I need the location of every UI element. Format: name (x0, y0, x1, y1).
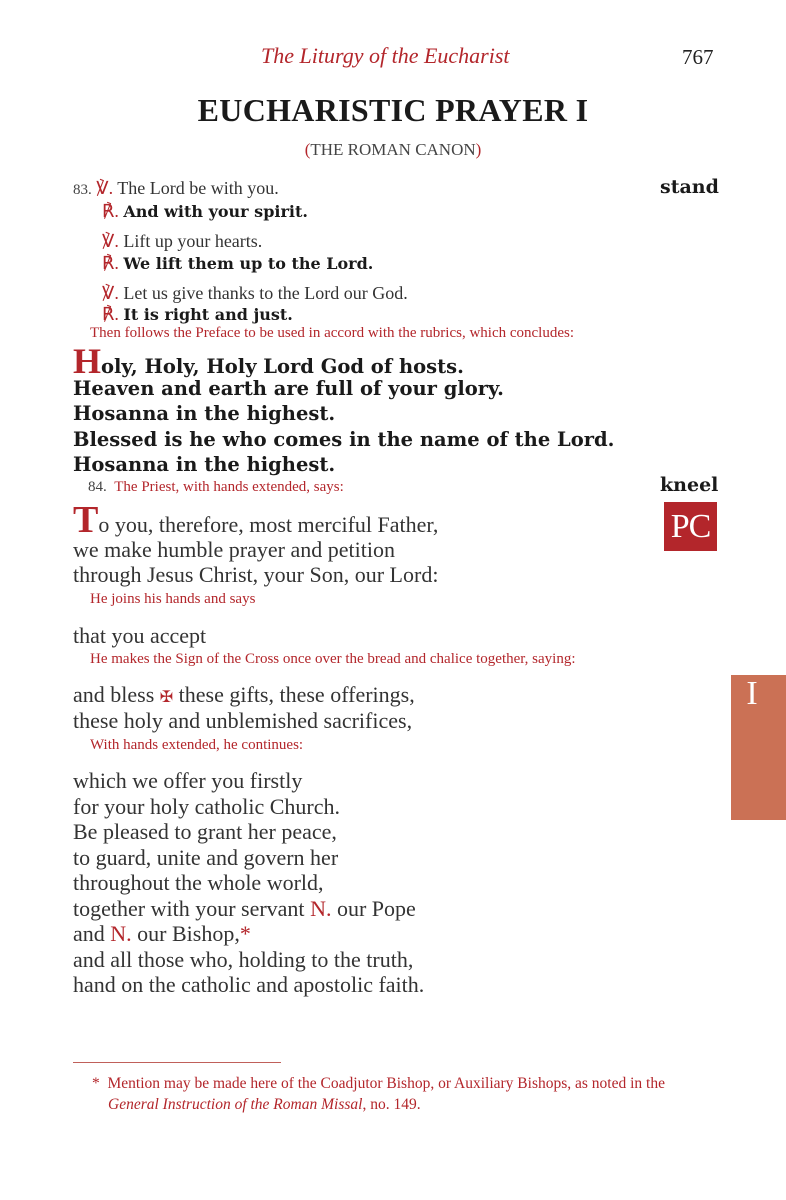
sanctus-first-line: oly, Holy, Holy Lord God of hosts. (101, 355, 464, 378)
section-84-rubric-line (88, 479, 344, 496)
posture-stand: stand (660, 176, 719, 198)
sign-of-cross-icon: ✠ (159, 689, 174, 706)
rubric-sign-of-cross: He makes the Sign of the Cross once over the bread and chalice together, saying: (90, 651, 576, 667)
footnote-book-title: General Instruction of the Roman Missal (108, 1096, 363, 1113)
footnote-reference: , no. 149. (362, 1096, 421, 1113)
subtitle-text: THE ROMAN CANON (310, 140, 476, 159)
pope-before: together with your servant (73, 896, 305, 921)
response-symbol: ℟. (102, 253, 119, 273)
dialogue-v3 (102, 282, 408, 304)
versicle-symbol: ℣. (96, 178, 114, 198)
page-title: EUCHARISTIC PRAYER I (197, 92, 589, 128)
versicle-symbol: ℣. (102, 283, 119, 303)
bishop-after: our Bishop, (137, 921, 240, 946)
prayer-line (73, 499, 439, 541)
prayer-line-bishop (73, 921, 251, 947)
rubric-hands-extended-continues: With hands extended, he continues: (90, 737, 304, 753)
prayer-line: which we offer you firstly (73, 768, 303, 793)
dialogue-r3 (102, 303, 293, 326)
footnote-divider (73, 1062, 281, 1063)
footnote-text: Mention may be made here of the Coadjutor Bishop, or Auxiliary Bishops, as noted in the (107, 1075, 665, 1092)
subtitle-close-paren: ) (475, 140, 482, 159)
bless-before: and bless (73, 682, 155, 707)
response-symbol: ℟. (102, 304, 119, 324)
footnote-marker[interactable]: * (239, 921, 251, 946)
versicle-symbol: ℣. (102, 231, 119, 251)
prayer-line: for your holy catholic Church. (73, 794, 340, 819)
name-marker: N. (110, 921, 132, 946)
prayer-line (73, 682, 415, 711)
section-tab-label: I (746, 675, 758, 712)
posture-kneel: kneel (660, 474, 719, 496)
section-tab[interactable] (731, 675, 786, 820)
dialogue-v1 (73, 177, 279, 201)
sanctus-line: Hosanna in the highest. (73, 402, 336, 425)
dropcap-t: T (73, 499, 99, 541)
response-text: We lift them up to the Lord. (123, 254, 374, 273)
pope-after: our Pope (336, 896, 416, 921)
prayer-line: and all those who, holding to the truth, (73, 947, 414, 972)
dialogue-v2 (102, 230, 262, 252)
versicle-text: The Lord be with you. (117, 178, 279, 198)
prayer-line: Be pleased to grant her peace, (73, 819, 337, 844)
prayer-line: hand on the catholic and apostolic faith. (73, 972, 425, 997)
response-symbol: ℟. (102, 201, 119, 221)
sanctus-line: Hosanna in the highest. (73, 453, 336, 476)
prayer-line-pope (73, 896, 416, 922)
page-subtitle (0, 140, 786, 160)
prayer-line: these holy and unblemished sacrifices, (73, 708, 413, 733)
running-header-title: The Liturgy of the Eucharist (261, 43, 510, 68)
footnote-line-1 (92, 1073, 665, 1094)
prayer-line: we make humble prayer and petition (73, 537, 395, 562)
response-text: And with your spirit. (123, 202, 308, 221)
prayer-line: to guard, unite and govern her (73, 845, 339, 870)
name-marker: N. (310, 896, 332, 921)
dialogue-r2 (102, 252, 373, 275)
versicle-text: Lift up your hearts. (123, 231, 263, 251)
sanctus-line: Blessed is he who comes in the name of the Lord. (73, 428, 615, 451)
prayer-line: through Jesus Christ, your Son, our Lord: (73, 562, 439, 587)
section-number-83: 83. (73, 182, 92, 198)
dialogue-r1 (102, 200, 308, 223)
rubric-joins-hands: He joins his hands and says (90, 591, 256, 607)
rubric-preface: Then follows the Preface to be used in accord with the rubrics, which concludes: (90, 325, 575, 341)
subtitle-open-paren: ( (304, 140, 311, 159)
bishop-before: and (73, 921, 105, 946)
versicle-text: Let us give thanks to the Lord our God. (123, 283, 408, 303)
sanctus-line: Heaven and earth are full of your glory. (73, 377, 504, 400)
footnote-asterisk: * (92, 1075, 100, 1092)
bless-after: these gifts, these offerings, (178, 682, 415, 707)
footnote-line-2 (108, 1094, 421, 1115)
prayer-first-line: o you, therefore, most merciful Father, (98, 512, 439, 537)
prayer-line: that you accept (73, 623, 207, 648)
response-text: It is right and just. (123, 305, 293, 324)
section-number-84: 84. (88, 479, 107, 495)
rubric-priest-hands-extended: The Priest, with hands extended, says: (114, 479, 344, 495)
page-number: 767 (682, 45, 714, 69)
pc-badge: PC (664, 502, 717, 551)
prayer-line: throughout the whole world, (73, 870, 324, 895)
sanctus-line (73, 341, 464, 381)
dropcap-h: H (73, 341, 102, 381)
